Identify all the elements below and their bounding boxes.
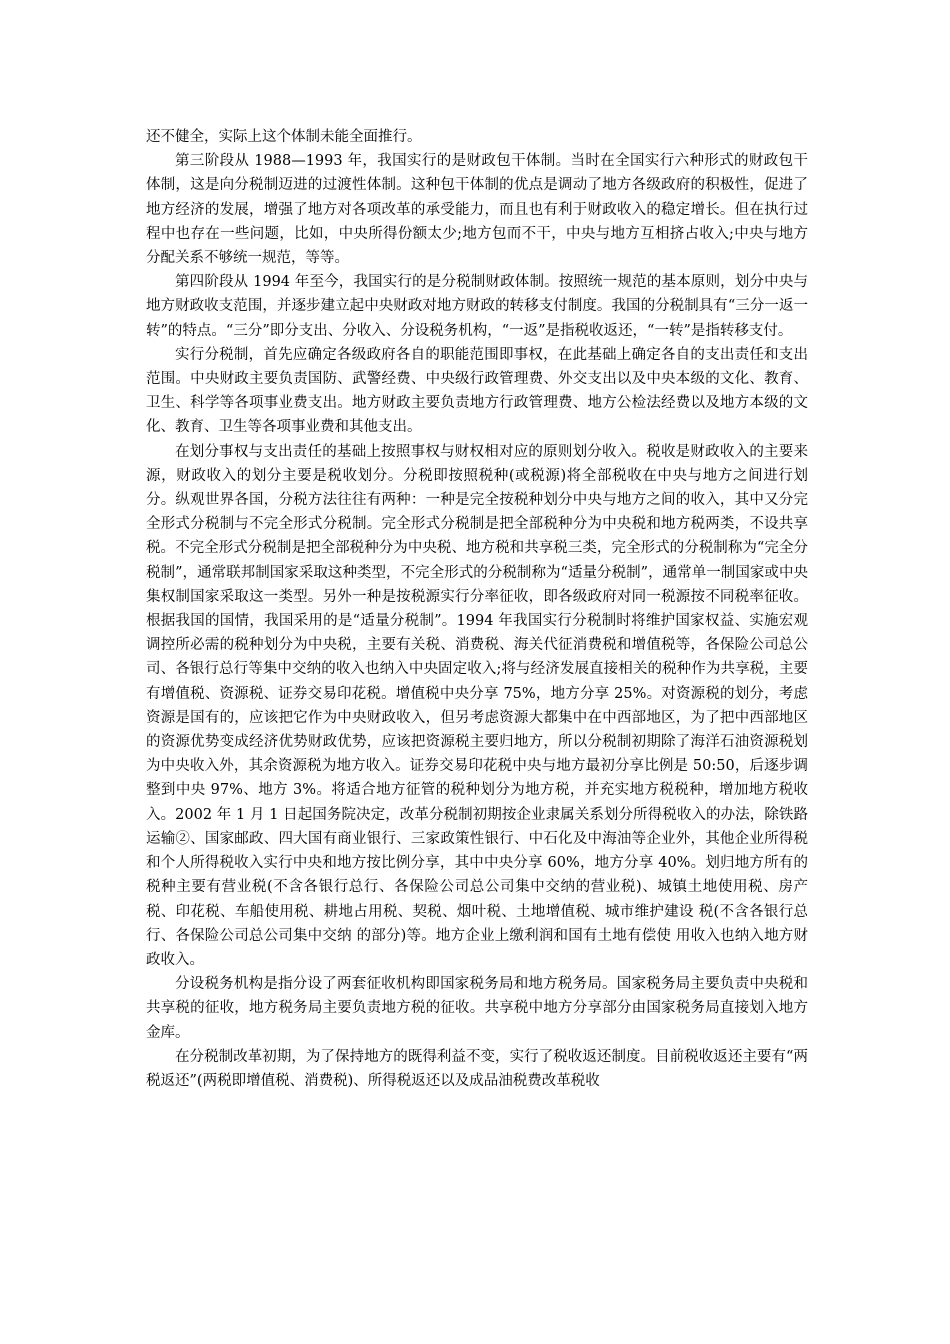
paragraph-revenue-division: 在划分事权与支出责任的基础上按照事权与财权相对应的原则划分收入。税收是财政收入的主要来源，财政收入的划分主要是税收划分。分税即按照税种(或税源)将全部税收在中央与地方之间进行划分。纵观世界各国，分税方法往往有两种：一种是完全按税种划分中央与地方之间的收入，其中又分完全形式分税制与不完全形式分税制。完全形式分税制是把全部税种分为中央税和地方税两类，不设共享税。不完全形式分税制是把全部税种分为中央税、地方税和共享税三类，完全形式的分税制称为“完全分税制”，通常联邦制国家采取这种类型，不完全形式的分税制称为“适量分税制”，通常单一制国家或中央集权制国家采取这一类型。另外一种是按税源实行分率征收，即各级政府对同一税源按不同税率征收。根据我国的国情，我国采用的是“适量分税制”。1994 年我国实行分税制时将维护国家权益、实施宏观调控所必需的税种划分为中央税，主要有关税、消费税、海关代征消费税和增值税等，各保险公司总公司、各银行总行等集中交纳的收入也纳入中央固定收入;将与经济发展直接相关的税种作为共享税，主要有增值税、资源税、证券交易印花税。增值税中央分享 75%，地方分享 25%。对资源税的划分，考虑资源是国有的，应该把它作为中央财政收入，但另考虑资源大都集中在中西部地区，为了把中西部地区的资源优势变成经济优势财政优势，应该把资源税主要归地方，所以分税制初期除了海洋石油资源税划为中央收入外，其余资源税为地方收入。证券交易印花税中央与地方最初分享比例是 50:50，后逐步调整到中央 97%、地方 3%。将适合地方征管的税种划分为地方税，并充实地方税税种，增加地方税收入。2002 年 1 月 1 日起国务院决定，改革分税制初期按企业隶属关系划分所得税收入的办法，除铁路运输②、国家邮政、四大国有商业银行、三家政策性银行、中石化及中海油等企业外，其他企业所得税和个人所得税收入实行中央和地方按比例分享，其中中央分享 60%，地方分享 40%。划归地方所有的税种主要有营业税(不含各银行总行、各保险公司总公司集中交纳的营业税)、城镇土地使用税、房产税、印花税、车船使用税、耕地占用税、契税、烟叶税、土地增值税、城市维护建设 税(不含各银行总行、各保险公司总公司集中交纳 的部分)等。地方企业上缴利润和国有土地有偿使 用收入也纳入地方财政收入。: [146, 443, 808, 968]
paragraph-continuation: 还不健全，实际上这个体制未能全面推行。: [146, 129, 422, 145]
paragraph-stage-four: 第四阶段从 1994 年至今，我国实行的是分税制财政体制。按照统一规范的基本原则，划分中央与地方财政收支范围，并逐步建立起中央财政对地方财政的转移支付制度。我国的分税制具有“三分一返一转”的特点。“三分”即分支出、分收入、分设税务机构，“一返”是指税收返还，“一转”是指转移支付。: [146, 274, 808, 339]
paragraph-tax-agencies: 分设税务机构是指分设了两套征收机构即国家税务局和地方税务局。国家税务局主要负责中央税和共享税的征收，地方税务局主要负责地方税的征收。共享税中地方分享部分由国家税务局直接划入地方金库。: [146, 976, 808, 1041]
paragraph-tax-rebate: 在分税制改革初期，为了保持地方的既得利益不变，实行了税收返还制度。目前税收返还主要有“两税返还”(两税即增值税、消费税)、所得税返还以及成品油税费改革税收: [146, 1048, 808, 1089]
paragraph-expenditure-division: 实行分税制，首先应确定各级政府各自的职能范围即事权，在此基础上确定各自的支出责任和支出范围。中央财政主要负责国防、武警经费、中央级行政管理费、外交支出以及中央本级的文化、教育、卫生、科学等各项事业费支出。地方财政主要负责地方行政管理费、地方公检法经费以及地方本级的文化、教育、卫生等各项事业费和其他支出。: [146, 346, 808, 436]
paragraph-stage-three: 第三阶段从 1988—1993 年，我国实行的是财政包干体制。当时在全国实行六种形式的财政包干体制，这是向分税制迈进的过渡性体制。这种包干体制的优点是调动了地方各级政府的积极性，促进了地方经济的发展，增强了地方对各项改革的承受能力，而且也有利于财政收入的稳定增长。但在执行过程中也存在一些问题，比如，中央所得份额太少;地方包而不干，中央与地方互相挤占收入;中央与地方分配关系不够统一规范，等等。: [146, 153, 808, 267]
document-page: [146, 125, 808, 1093]
